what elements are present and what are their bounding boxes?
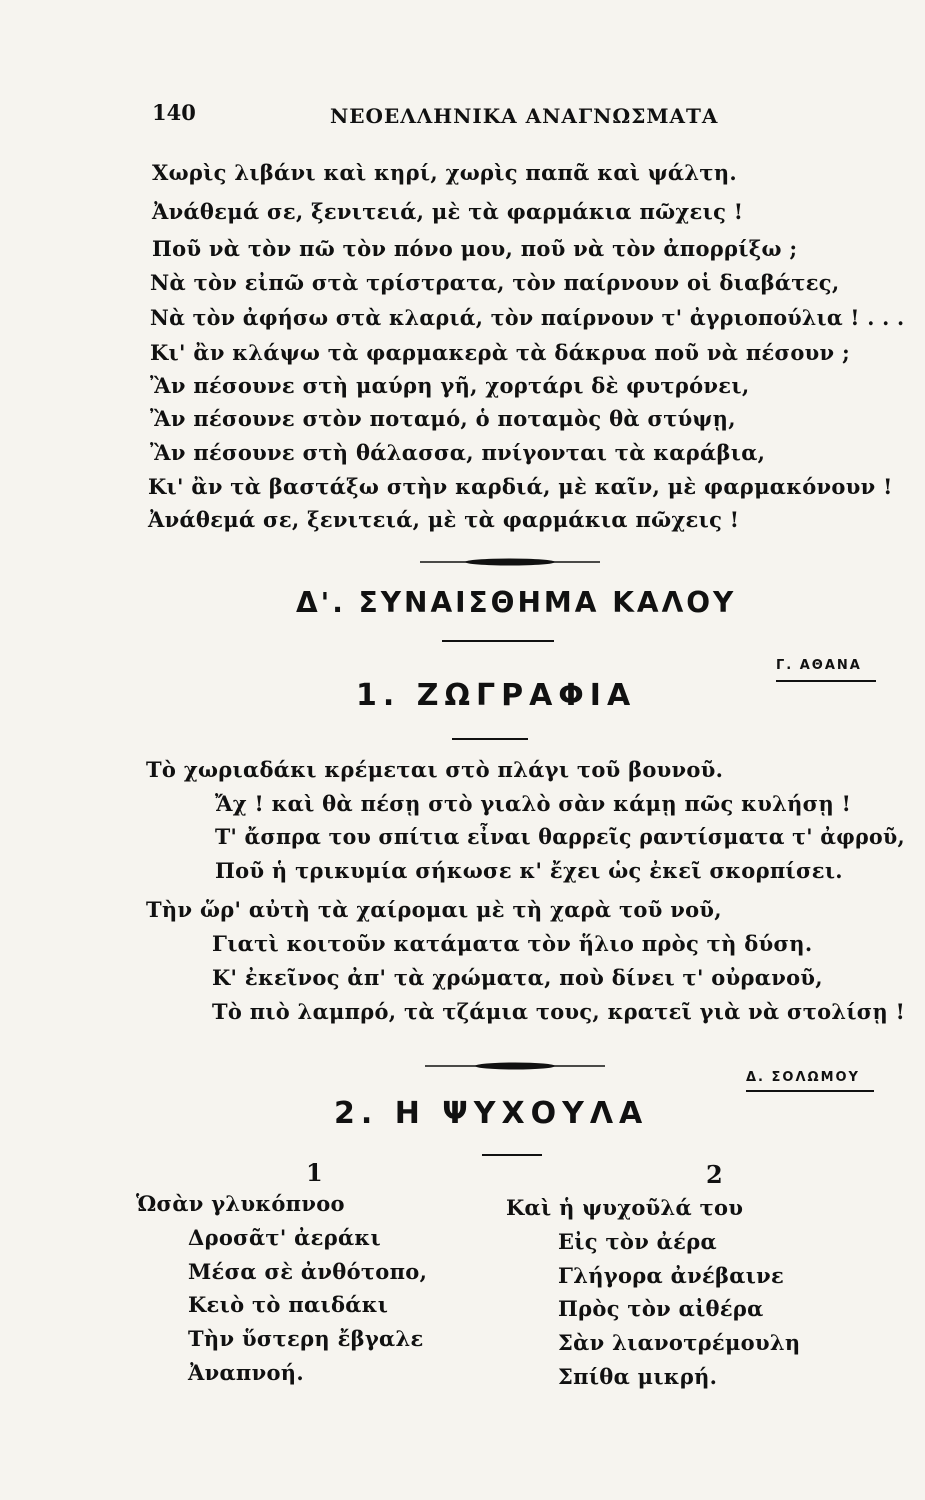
poem-line: Σὰν λιανοτρέμουλη — [558, 1330, 801, 1355]
stanza-number: 1 — [306, 1158, 323, 1187]
poem-line: Τ' ἄσπρα του σπίτια εἶναι θαρρεῖς ραντίσματα τ' ἀφροῦ, — [215, 824, 905, 849]
poem-line: Εἰς τὸν ἀέρα — [558, 1229, 717, 1254]
poem-title: 1. ΖΩΓΡΑΦΙΑ — [356, 678, 637, 713]
author-underline — [746, 1090, 874, 1092]
poem-line: Ἂν πέσουνε στὴ μαύρη γῆ, χορτάρι δὲ φυτρόνει, — [150, 373, 750, 398]
poem-line: Κ' ἐκεῖνος ἀπ' τὰ χρώματα, ποὺ δίνει τ' οὐρανοῦ, — [212, 965, 823, 990]
poem-line: Νὰ τὸν ἀφήσω στὰ κλαριά, τὸν παίρνουν τ' ἀγριοπούλια ! . . . — [150, 305, 905, 330]
poem-line: Δροσᾶτ' ἀεράκι — [188, 1225, 381, 1250]
poem-line: Σπίθα μικρή. — [558, 1364, 718, 1389]
divider — [482, 1154, 542, 1156]
running-title: ΝΕΟΕΛΛΗΝΙΚΑ ΑΝΑΓΝΩΣΜΑΤΑ — [330, 104, 719, 128]
poem-line: Γιατὶ κοιτοῦν κατάματα τὸν ἥλιο πρὸς τὴ δύση. — [212, 931, 813, 956]
author-name: Δ. ΣΟΛΩΜΟΥ — [746, 1070, 860, 1085]
page-number: 140 — [152, 100, 196, 125]
section-title: Δ'. ΣΥΝΑΙΣΘΗΜΑ ΚΑΛΟΥ — [296, 586, 737, 619]
author-name: Γ. ΑΘΑΝΑ — [776, 658, 862, 673]
poem-title: 2. Η ΨΥΧΟΥΛΑ — [334, 1096, 649, 1131]
poem-line: Ποῦ νὰ τὸν πῶ τὸν πόνο μου, ποῦ νὰ τὸν ἀπορρίξω ; — [152, 236, 798, 261]
poem-line: Ἀνάθεμά σε, ξενιτειά, μὲ τὰ φαρμάκια πῶχεις ! — [152, 199, 744, 224]
poem-line: Νὰ τὸν εἰπῶ στὰ τρίστρατα, τὸν παίρνουν οἱ διαβάτες, — [150, 270, 840, 295]
poem-line: Πρὸς τὸν αἰθέρα — [558, 1296, 764, 1321]
poem-line: Κι' ἂν κλάψω τὰ φαρμακερὰ τὰ δάκρυα ποῦ νὰ πέσουν ; — [150, 340, 851, 365]
poem-line: Ἀνάθεμά σε, ξενιτειά, μὲ τὰ φαρμάκια πῶχεις ! — [148, 507, 740, 532]
poem-line: Ἂν πέσουνε στὴ θάλασσα, πνίγονται τὰ καράβια, — [150, 440, 766, 465]
poem-line: Τὸ χωριαδάκι κρέμεται στὸ πλάγι τοῦ βουνοῦ. — [146, 757, 724, 782]
divider — [452, 738, 528, 740]
poem-line: Ἂν πέσουνε στὸν ποταμό, ὁ ποταμὸς θὰ στύψῃ, — [150, 406, 736, 431]
poem-line: Κειὸ τὸ παιδάκι — [188, 1292, 389, 1317]
poem-line: Μέσα σὲ ἀνθότοπο, — [188, 1259, 428, 1284]
poem-line: Κι' ἂν τὰ βαστάξω στὴν καρδιά, μὲ καῖν, μὲ φαρμακόνουν ! — [148, 474, 893, 499]
poem-line: Ἄχ ! καὶ θὰ πέσῃ στὸ γιαλὸ σὰν κάμῃ πῶς κυλήσῃ ! — [215, 791, 852, 816]
author-underline — [776, 680, 876, 682]
poem-line: Καὶ ἡ ψυχοῦλά του — [506, 1195, 744, 1220]
poem-line: Τὴν ὕστερη ἔβγαλε — [188, 1326, 424, 1351]
poem-line: Τὴν ὥρ' αὐτὴ τὰ χαίρομαι μὲ τὴ χαρὰ τοῦ νοῦ, — [146, 897, 722, 922]
poem-line: Τὸ πιὸ λαμπρό, τὰ τζάμια τους, κρατεῖ γιὰ νὰ στολίσῃ ! — [212, 999, 906, 1024]
poem-line: Ὡσὰν γλυκόπνοο — [136, 1191, 345, 1216]
poem-line: Χωρὶς λιβάνι καὶ κηρί, χωρὶς παπᾶ καὶ ψάλτη. — [152, 160, 738, 185]
ornament-rule — [425, 1060, 605, 1072]
poem-line: Ποῦ ἡ τρικυμία σήκωσε κ' ἔχει ὡς ἐκεῖ σκορπίσει. — [215, 858, 843, 883]
divider — [442, 640, 554, 642]
poem-line: Γλήγορα ἀνέβαινε — [558, 1263, 785, 1288]
poem-line: Ἀναπνοή. — [188, 1360, 304, 1385]
ornament-rule — [420, 556, 600, 568]
stanza-number: 2 — [706, 1160, 723, 1189]
